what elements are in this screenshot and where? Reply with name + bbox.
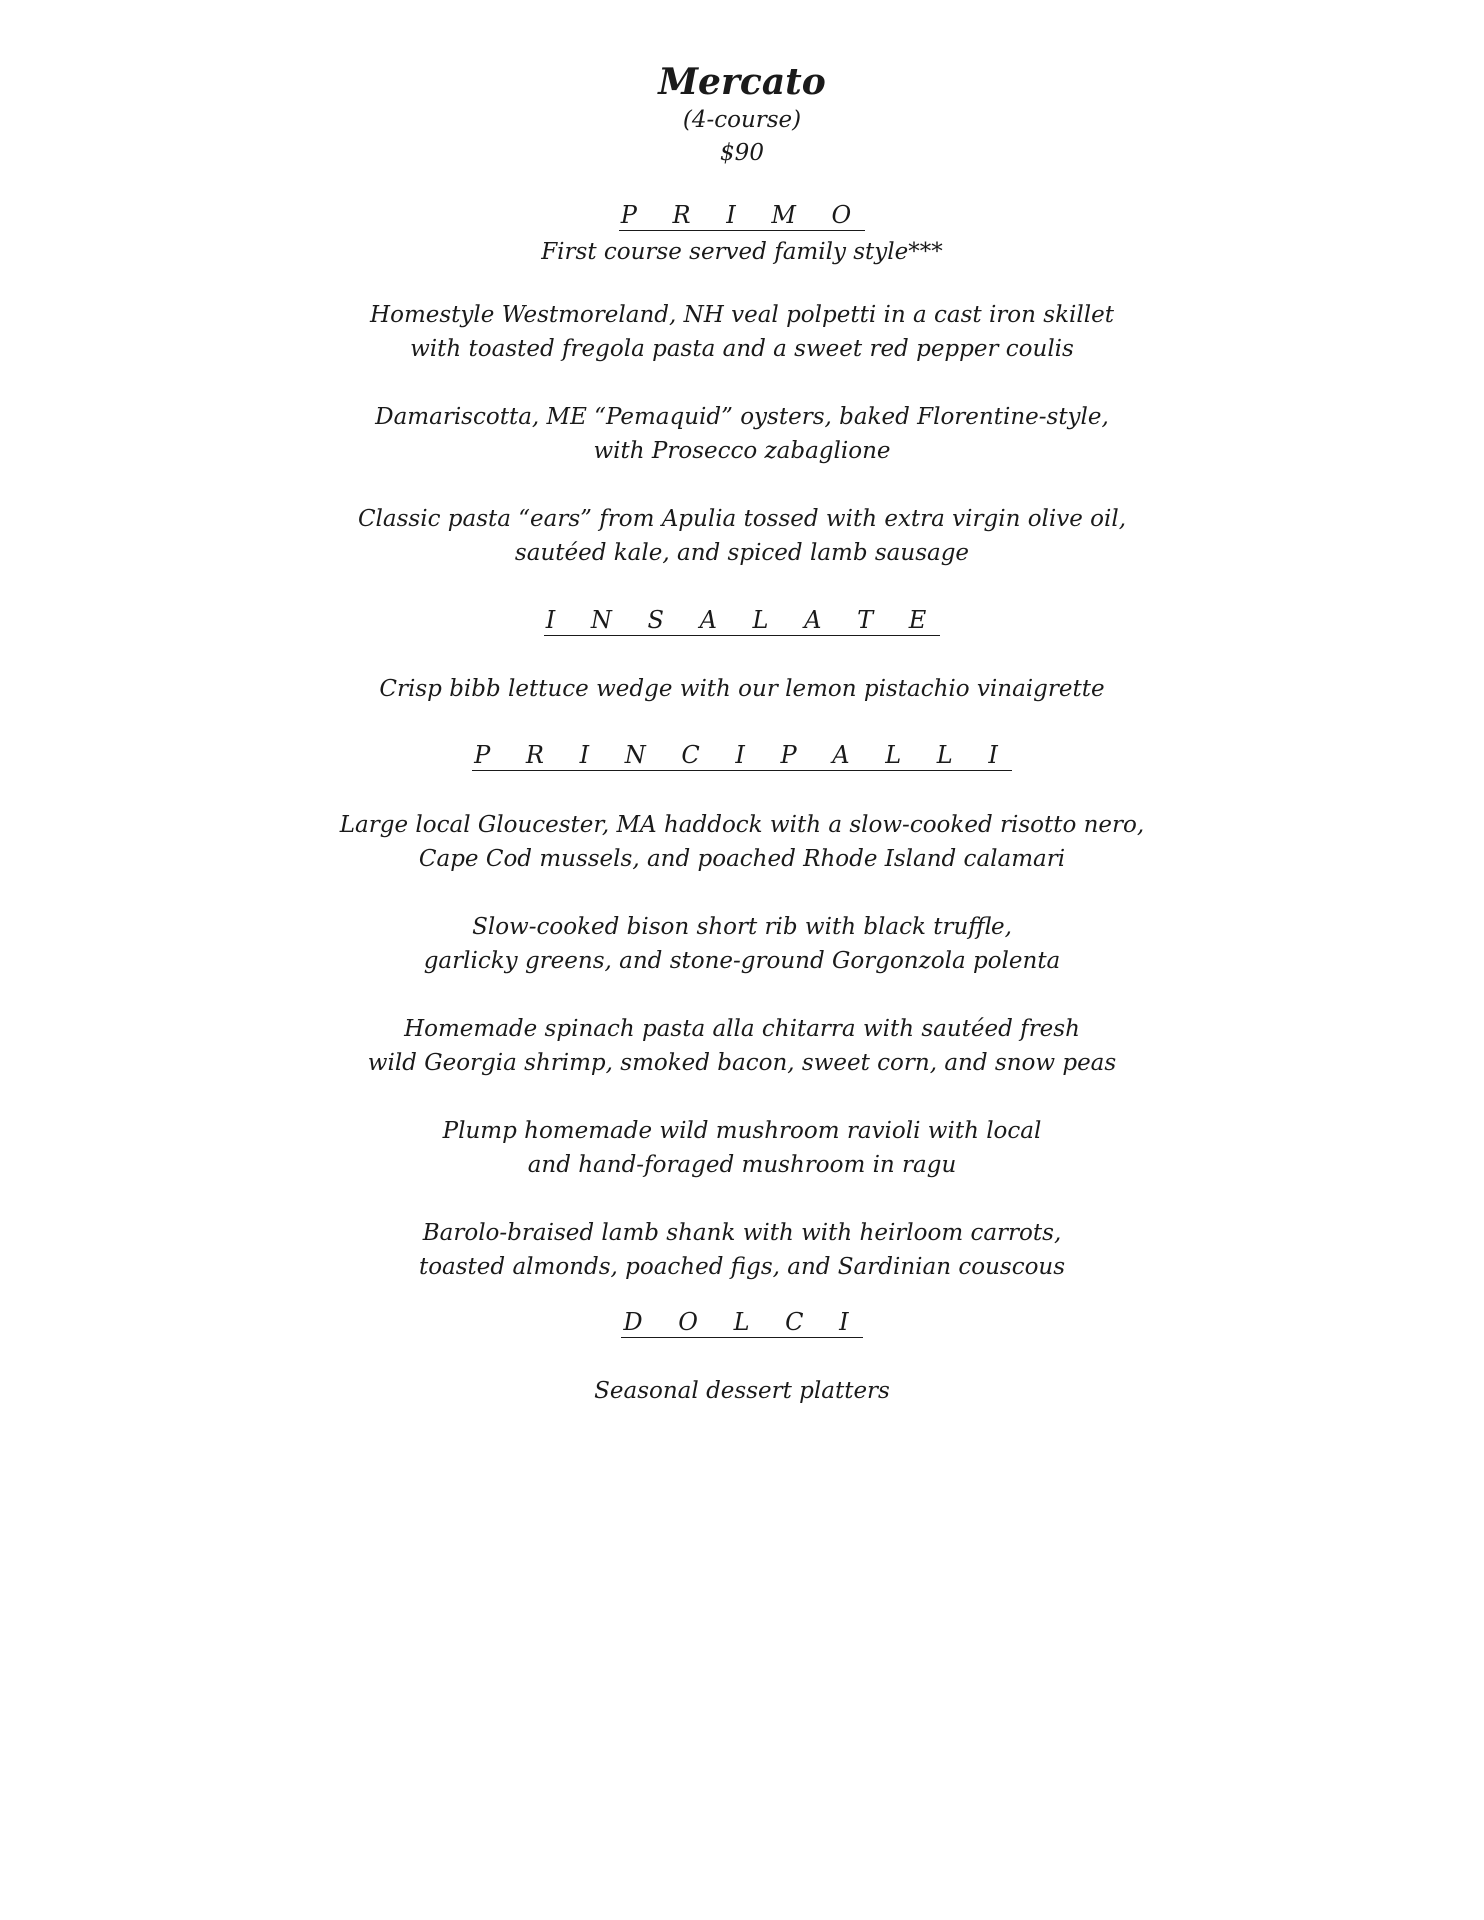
menu-item-line: Plump homemade wild mushroom ravioli with local <box>442 1118 1042 1144</box>
section-heading-insalate: I N S A L A T E <box>545 606 941 634</box>
menu-item-line: Seasonal dessert platters <box>594 1378 890 1404</box>
menu-item-line: with Prosecco zabaglione <box>593 438 891 464</box>
menu-title: Mercato <box>658 61 826 103</box>
menu-item-line: Crisp bibb lettuce wedge with our lemon pistachio vinaigrette <box>379 676 1105 702</box>
menu-item-line: with toasted fregola pasta and a sweet red pepper coulis <box>410 336 1074 362</box>
section-heading-primo: P R I M O <box>620 201 866 229</box>
menu-item <box>0 910 1484 978</box>
menu-item-line: toasted almonds, poached figs, and Sardinian couscous <box>418 1254 1066 1280</box>
menu-item <box>0 502 1484 570</box>
menu-item <box>0 1216 1484 1284</box>
menu-item <box>0 808 1484 876</box>
menu-price: $90 <box>720 140 764 166</box>
section-heading-dolci: D O L C I <box>623 1308 863 1336</box>
menu-item-line: Classic pasta “ears” from Apulia tossed with extra virgin olive oil, <box>357 506 1127 532</box>
menu-item <box>0 1114 1484 1182</box>
menu-item-line: Homemade spinach pasta alla chitarra with sautéed fresh <box>404 1016 1080 1042</box>
menu-item-line: Damariscotta, ME “Pemaquid” oysters, baked Florentine-style, <box>375 404 1109 430</box>
menu-item <box>0 672 1484 706</box>
menu-item <box>0 298 1484 366</box>
menu-item-line: Homestyle Westmoreland, NH veal polpetti in a cast iron skillet <box>370 302 1114 328</box>
primo-note: First course served family style*** <box>541 239 943 265</box>
menu-item-line: Large local Gloucester, MA haddock with a slow-cooked risotto nero, <box>339 812 1145 838</box>
menu-item-line: wild Georgia shrimp, smoked bacon, sweet corn, and snow peas <box>367 1050 1117 1076</box>
section-heading-principalli: P R I N C I P A L L I <box>474 741 1012 769</box>
menu-item-line: Barolo-braised lamb shank with with heirloom carrots, <box>422 1220 1062 1246</box>
menu-item-line: Cape Cod mussels, and poached Rhode Island calamari <box>418 846 1066 872</box>
menu-item-line: garlicky greens, and stone-ground Gorgonzola polenta <box>423 948 1061 974</box>
menu-item-line: and hand-foraged mushroom in ragu <box>527 1152 957 1178</box>
menu-item-line: Slow-cooked bison short rib with black truffle, <box>472 914 1012 940</box>
menu-item <box>0 1012 1484 1080</box>
menu-item <box>0 1374 1484 1408</box>
menu-item <box>0 400 1484 468</box>
menu-item-line: sautéed kale, and spiced lamb sausage <box>514 540 970 566</box>
course-count: (4-course) <box>682 107 802 133</box>
